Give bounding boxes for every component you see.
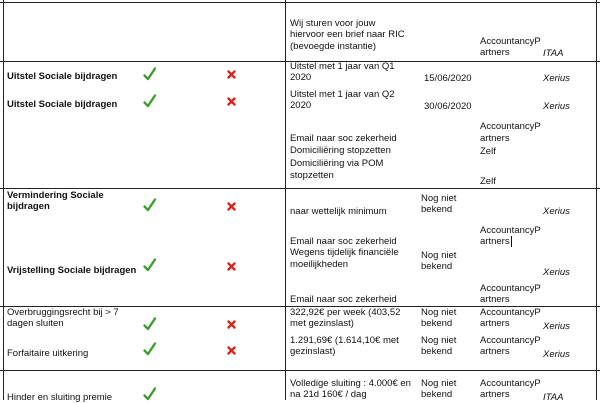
row-name: Hinder en sluiting premie [7, 392, 113, 403]
table-border [0, 188, 600, 189]
row-name: Vermindering Sociale bijdragen [7, 190, 104, 213]
partner-text: AccountancyP artners [480, 307, 541, 330]
check-icon [143, 387, 156, 401]
partner-text: Zelf [480, 176, 496, 187]
partner-text: AccountancyP artners [480, 378, 541, 401]
measure-text: Email naar soc zekerheid Wegens tijdelijk financiële moeilijkheden [290, 236, 399, 270]
extra-text: Xerius [543, 73, 570, 84]
extra-text: Xerius [543, 267, 570, 278]
row-name: Overbruggingsrecht bij > 7 dagen sluiten [7, 307, 119, 330]
measure-text: Wij sturen voor jouw hiervoor een brief naar RIC (bevoegde instantie) [290, 18, 405, 52]
text-cursor [511, 236, 512, 247]
date-text: Nog niet bekend [421, 307, 457, 330]
date-text: Nog niet bekend [421, 335, 457, 358]
row-name: Forfaitaire uitkering [7, 348, 89, 359]
cross-icon [227, 70, 236, 79]
measure-text: Uitstel met 1 jaar van Q2 2020 [290, 89, 395, 112]
extra-text: Xerius [543, 101, 570, 112]
cross-icon [227, 202, 236, 211]
extra-text: ITAA [543, 392, 564, 403]
check-icon [143, 94, 156, 108]
check-icon [143, 198, 156, 212]
measure-text: Email naar soc zekerheid [290, 294, 397, 305]
table-border [0, 370, 600, 371]
row-name: Uitstel Sociale bijdragen [7, 99, 118, 110]
table-border [285, 0, 286, 400]
cross-icon [227, 346, 236, 355]
date-text: Nog niet bekend [421, 250, 457, 273]
cross-icon [227, 97, 236, 106]
extra-text: ITAA [543, 48, 564, 59]
date-text: 15/06/2020 [424, 73, 472, 84]
partner-text: AccountancyP artners [480, 225, 541, 248]
partner-text: AccountancyP artners Zelf [480, 121, 541, 157]
partner-text: AccountancyP artners [480, 36, 541, 59]
check-icon [143, 342, 156, 356]
date-text: 30/06/2020 [424, 101, 472, 112]
table-border [3, 0, 4, 400]
measure-text: Email naar soc zekerheid Domiciliëring stopzetten Domiciliëring via POM stopzetten [290, 133, 397, 182]
measure-text: Uitstel met 1 jaar van Q1 2020 [290, 61, 395, 84]
partner-text: AccountancyP artners [480, 335, 541, 358]
partner-text: artners [480, 294, 510, 305]
date-text: Nog niet bekend [421, 378, 457, 401]
check-icon [143, 258, 156, 272]
extra-text: Xerius [543, 321, 570, 332]
extra-text: Xerius [543, 206, 570, 217]
row-name: Uitstel Sociale bijdragen [7, 71, 118, 82]
measure-text: 1.291,69€ (1.614,10€ met gezinslast) [290, 335, 399, 358]
check-icon [143, 67, 156, 81]
date-text: Nog niet bekend [421, 193, 457, 216]
partner-text: AccountancyP [480, 283, 541, 294]
measure-text: Volledige sluiting : 4.000€ en na 21d 160€ / dag [290, 378, 411, 401]
measure-text: 322,92€ per week (403,52 met gezinslast) [290, 307, 401, 330]
check-icon [143, 317, 156, 331]
cross-icon [227, 320, 236, 329]
cross-icon [227, 262, 236, 271]
row-name: Vrijstelling Sociale bijdragen [7, 265, 137, 276]
table-border [596, 0, 597, 400]
table-border [0, 2, 600, 3]
extra-text: Xerius [543, 349, 570, 360]
measure-text: naar wettelijk minimum [290, 206, 387, 217]
